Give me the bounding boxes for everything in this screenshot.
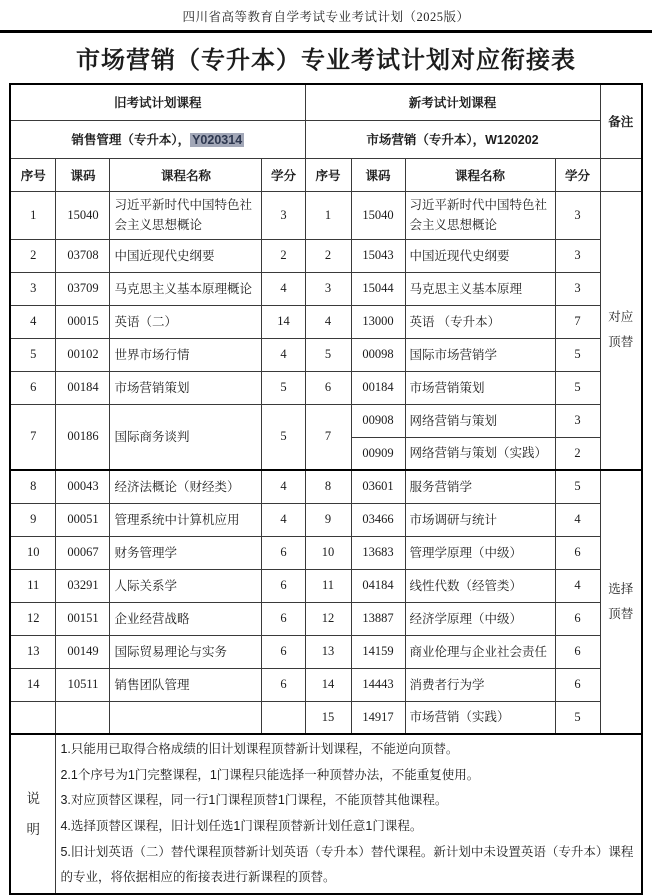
- new-code: 15043: [351, 239, 405, 272]
- old-col-sn: 序号: [10, 158, 56, 191]
- table-row: [10, 272, 642, 305]
- new-course-name: 网络营销与策划: [405, 404, 555, 437]
- remark-header: 备注: [600, 84, 642, 158]
- remark-correspond-text: 对应顶替: [608, 310, 634, 350]
- note-item: 2.1个序号为1门完整课程，1门课程只能选择一种顶替办法，不能重复使用。: [60, 767, 480, 782]
- new-credit: 4: [555, 569, 600, 602]
- notes-label-cell: [10, 734, 56, 894]
- table-row: [10, 602, 642, 635]
- new-course-name: 英语 （专升本）: [405, 305, 555, 338]
- new-credit: 5: [555, 371, 600, 404]
- old-credit: 3: [262, 191, 305, 239]
- new-code: 00184: [351, 371, 405, 404]
- old-sn: [10, 701, 56, 734]
- old-course-name: [110, 701, 262, 734]
- old-credit: [262, 701, 305, 734]
- new-col-name: 课程名称: [405, 158, 555, 191]
- old-sn: 10: [10, 536, 56, 569]
- old-course-name: 人际关系学: [110, 569, 262, 602]
- old-col-code: 课码: [56, 158, 110, 191]
- table-row: [10, 701, 642, 734]
- notes-body: [56, 734, 642, 894]
- new-credit: 6: [555, 668, 600, 701]
- old-credit: 4: [262, 503, 305, 536]
- remark-choose-text: 选择顶替: [608, 582, 634, 621]
- old-course-name: 销售团队管理: [110, 668, 262, 701]
- new-sn: 13: [305, 635, 351, 668]
- old-credit: 4: [262, 338, 305, 371]
- new-course-name: 市场营销策划: [405, 371, 555, 404]
- old-code: 03708: [56, 239, 110, 272]
- new-credit: 6: [555, 602, 600, 635]
- new-code: 13000: [351, 305, 405, 338]
- old-col-name: 课程名称: [110, 158, 262, 191]
- new-sn: 5: [305, 338, 351, 371]
- new-code: 14159: [351, 635, 405, 668]
- page-title: 市场营销（专升本）专业考试计划对应衔接表: [76, 47, 576, 74]
- new-course-name: 服务营销学: [405, 470, 555, 503]
- exam-plan-table: [9, 83, 643, 895]
- new-course-name: 网络营销与策划（实践）: [405, 437, 555, 470]
- table-row: [10, 239, 642, 272]
- new-sn: 15: [305, 701, 351, 734]
- old-course-name: 马克思主义基本原理概论: [110, 272, 262, 305]
- new-col-sn: 序号: [305, 158, 351, 191]
- new-sn: 2: [305, 239, 351, 272]
- old-course-name: 企业经营战略: [110, 602, 262, 635]
- new-sn: 4: [305, 305, 351, 338]
- old-col-credit: 学分: [262, 158, 305, 191]
- table-row: [10, 668, 642, 701]
- new-sn: 11: [305, 569, 351, 602]
- new-credit: 6: [555, 635, 600, 668]
- new-course-name: 马克思主义基本原理: [405, 272, 555, 305]
- note-item: 5.旧计划英语（二）替代课程顶替新计划英语（专升本）替代课程。新计划中未设置英语（专升本）课程的专业，将依据相应的衔接表进行新课程的顶替。: [60, 844, 634, 885]
- new-sn: 12: [305, 602, 351, 635]
- new-code: 00098: [351, 338, 405, 371]
- old-code: 00067: [56, 536, 110, 569]
- new-plan-name-cell: 市场营销（专升本），W120202: [305, 120, 600, 158]
- old-code: 00186: [56, 404, 110, 470]
- old-credit: 2: [262, 239, 305, 272]
- old-sn: 9: [10, 503, 56, 536]
- old-course-name: 英语（二）: [110, 305, 262, 338]
- document-header: 四川省高等教育自学考试专业考试计划（2025版）: [182, 10, 470, 24]
- header-divider: [0, 30, 652, 33]
- notes-row: [10, 734, 642, 894]
- old-credit: 4: [262, 272, 305, 305]
- table-row: [10, 569, 642, 602]
- new-credit: 5: [555, 338, 600, 371]
- table-row: [10, 470, 642, 503]
- new-credit: 6: [555, 536, 600, 569]
- old-course-name: 中国近现代史纲要: [110, 239, 262, 272]
- old-sn: 5: [10, 338, 56, 371]
- new-code: 03601: [351, 470, 405, 503]
- old-sn: 6: [10, 371, 56, 404]
- new-sn: 6: [305, 371, 351, 404]
- new-col-code: 课码: [351, 158, 405, 191]
- old-credit: 5: [262, 371, 305, 404]
- new-credit: 7: [555, 305, 600, 338]
- notes-label: 说明: [26, 790, 40, 837]
- new-code: 04184: [351, 569, 405, 602]
- old-code: 00184: [56, 371, 110, 404]
- old-sn: 2: [10, 239, 56, 272]
- new-credit: 5: [555, 470, 600, 503]
- old-code: 00043: [56, 470, 110, 503]
- new-course-name: 中国近现代史纲要: [405, 239, 555, 272]
- old-credit: 6: [262, 569, 305, 602]
- remark-choose-cell: [600, 470, 642, 734]
- remark-empty-cell: [600, 158, 642, 191]
- new-course-name: 商业伦理与企业社会责任: [405, 635, 555, 668]
- new-course-name: 经济学原理（中级）: [405, 602, 555, 635]
- new-course-name: 市场调研与统计: [405, 503, 555, 536]
- table-row: [10, 503, 642, 536]
- new-credit: 3: [555, 191, 600, 239]
- old-sn: 3: [10, 272, 56, 305]
- new-sn: 3: [305, 272, 351, 305]
- old-sn: 8: [10, 470, 56, 503]
- new-credit: 2: [555, 437, 600, 470]
- old-credit: 14: [262, 305, 305, 338]
- new-col-credit: 学分: [555, 158, 600, 191]
- old-credit: 4: [262, 470, 305, 503]
- old-course-name: 习近平新时代中国特色社会主义思想概论: [110, 191, 262, 239]
- old-plan-name: 销售管理（专升本），: [71, 133, 191, 147]
- old-sn: 7: [10, 404, 56, 470]
- new-credit: 3: [555, 272, 600, 305]
- old-code: 15040: [56, 191, 110, 239]
- old-code: 10511: [56, 668, 110, 701]
- new-code: 15040: [351, 191, 405, 239]
- old-code: 00051: [56, 503, 110, 536]
- remark-correspond-cell: [600, 191, 642, 470]
- new-course-name: 管理学原理（中级）: [405, 536, 555, 569]
- table-row: [10, 536, 642, 569]
- new-sn: 7: [305, 404, 351, 470]
- old-code: 00149: [56, 635, 110, 668]
- new-sn: 8: [305, 470, 351, 503]
- old-course-name: 经济法概论（财经类）: [110, 470, 262, 503]
- old-credit: 6: [262, 602, 305, 635]
- note-item: 3.对应顶替区课程，同一行1门课程顶替1门课程，不能顶替其他课程。: [60, 793, 448, 808]
- new-course-name: 市场营销（实践）: [405, 701, 555, 734]
- new-credit: 3: [555, 239, 600, 272]
- table-header-row-1: [10, 84, 642, 120]
- new-code: 00908: [351, 404, 405, 437]
- new-sn: 1: [305, 191, 351, 239]
- new-course-name: 国际市场营销学: [405, 338, 555, 371]
- old-credit: 6: [262, 635, 305, 668]
- old-sn: 13: [10, 635, 56, 668]
- table-row: [10, 635, 642, 668]
- old-course-name: 世界市场行情: [110, 338, 262, 371]
- table-header-row-2: [10, 120, 642, 158]
- old-credit: 6: [262, 536, 305, 569]
- new-credit: 5: [555, 701, 600, 734]
- old-plan-code-highlighted: Y020314: [192, 133, 243, 147]
- old-plan-name-cell: [10, 120, 305, 158]
- new-code: 13887: [351, 602, 405, 635]
- old-sn: 11: [10, 569, 56, 602]
- new-code: 14443: [351, 668, 405, 701]
- note-item: 1.只能用已取得合格成绩的旧计划课程顶替新计划课程，不能逆向顶替。: [60, 742, 459, 756]
- new-code: 00909: [351, 437, 405, 470]
- old-course-name: 国际商务谈判: [110, 404, 262, 470]
- new-course-name: 消费者行为学: [405, 668, 555, 701]
- table-row: [10, 191, 642, 239]
- old-course-name: 管理系统中计算机应用: [110, 503, 262, 536]
- table-row: [10, 305, 642, 338]
- new-sn: 10: [305, 536, 351, 569]
- new-course-name: 线性代数（经管类）: [405, 569, 555, 602]
- old-code: 00151: [56, 602, 110, 635]
- old-code: 03291: [56, 569, 110, 602]
- old-sn: 14: [10, 668, 56, 701]
- new-plan-header: 新考试计划课程: [305, 84, 600, 120]
- new-sn: 14: [305, 668, 351, 701]
- note-item: 4.选择顶替区课程，旧计划任选1门课程顶替新计划任意1门课程。: [60, 818, 423, 833]
- new-code: 15044: [351, 272, 405, 305]
- old-code: 00102: [56, 338, 110, 371]
- table-row: [10, 371, 642, 404]
- old-code: [56, 701, 110, 734]
- old-credit: 5: [262, 404, 305, 470]
- table-row: [10, 404, 642, 437]
- new-course-name: 习近平新时代中国特色社会主义思想概论: [405, 191, 555, 239]
- new-credit: 4: [555, 503, 600, 536]
- old-credit: 6: [262, 668, 305, 701]
- old-course-name: 市场营销策划: [110, 371, 262, 404]
- old-code: 00015: [56, 305, 110, 338]
- old-course-name: 国际贸易理论与实务: [110, 635, 262, 668]
- old-code: 03709: [56, 272, 110, 305]
- new-code: 14917: [351, 701, 405, 734]
- old-sn: 4: [10, 305, 56, 338]
- old-sn: 12: [10, 602, 56, 635]
- column-header-row: [10, 158, 642, 191]
- new-credit: 3: [555, 404, 600, 437]
- old-sn: 1: [10, 191, 56, 239]
- new-code: 13683: [351, 536, 405, 569]
- old-plan-header: 旧考试计划课程: [10, 84, 305, 120]
- table-row: [10, 338, 642, 371]
- old-course-name: 财务管理学: [110, 536, 262, 569]
- new-code: 03466: [351, 503, 405, 536]
- new-sn: 9: [305, 503, 351, 536]
